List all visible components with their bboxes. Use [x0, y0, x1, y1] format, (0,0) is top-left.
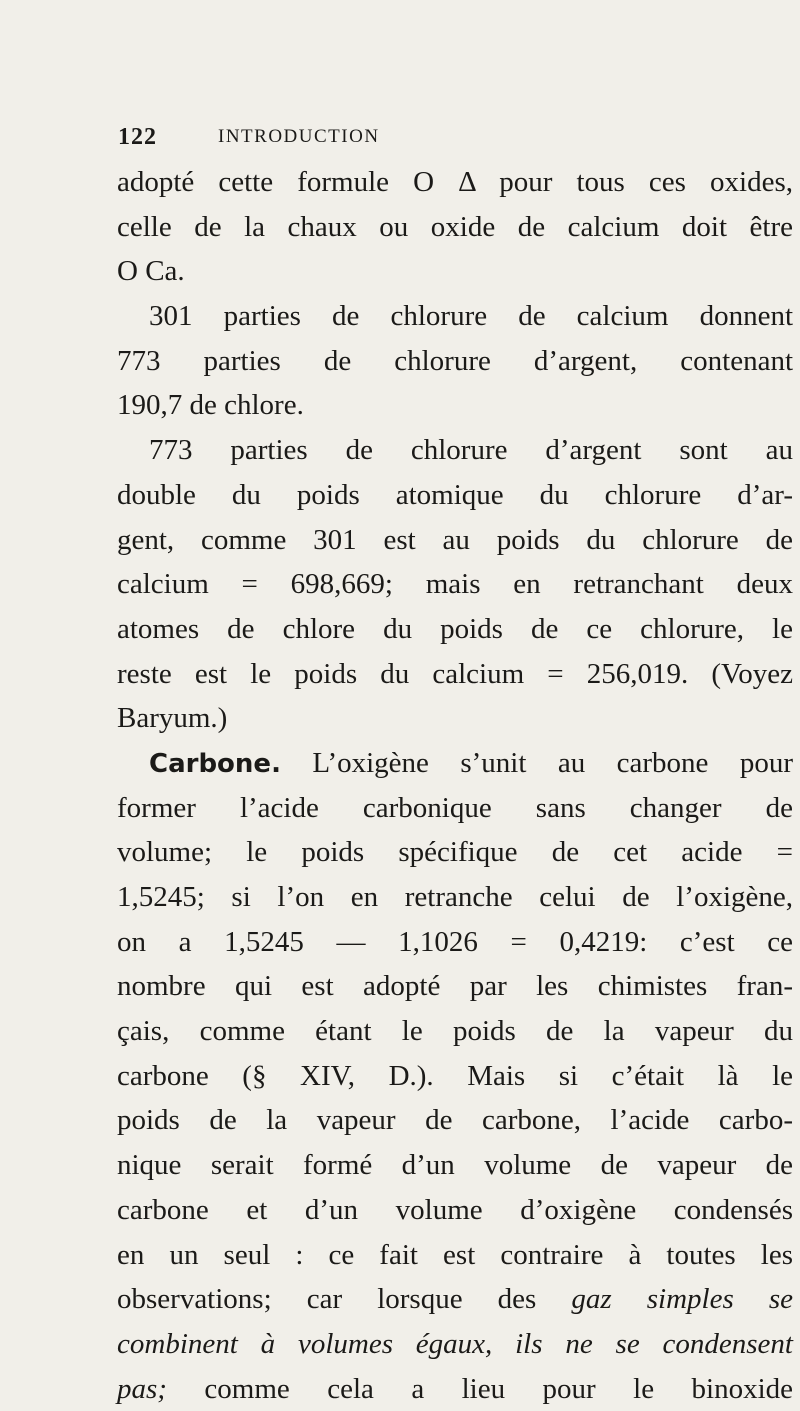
text-line: çais, comme étant le poids de la vapeur du: [117, 1015, 793, 1048]
text-line: former l’acide carbonique sans changer de: [117, 791, 793, 824]
text-line: nombre qui est adopté par les chimistes fran-: [117, 970, 793, 1003]
text-line: poids de la vapeur de carbone, l’acide carbo-: [117, 1104, 793, 1137]
text-line: [117, 1277, 793, 1322]
text-line: carbone (§ XIV, D.). Mais si c’était là le: [117, 1059, 793, 1092]
text-line: 773 parties de chlorure d’argent, contenant: [117, 344, 793, 377]
text-line: [117, 428, 793, 473]
page-number: 122: [118, 124, 157, 150]
text-line: [117, 1367, 793, 1411]
running-head: [118, 124, 778, 154]
section-heading-carbone: Carbone.: [149, 748, 281, 779]
section-first-line: [117, 741, 793, 786]
text-line: gent, comme 301 est au poids du chlorure de: [117, 523, 793, 556]
text-line: nique serait formé d’un volume de vapeur de: [117, 1149, 793, 1182]
text-line: adopté cette formule O Δ pour tous ces oxides,: [117, 166, 793, 198]
italic-text: pas;: [117, 1372, 167, 1405]
text-line: atomes de chlore du poids de ce chlorure, le: [117, 612, 793, 645]
text-line: carbone et d’un volume d’oxigène condensés: [117, 1193, 793, 1226]
text-line-content: 773 parties de chlorure d’argent sont au: [149, 434, 793, 467]
text-line: volume; le poids spécifique de cet acide =: [117, 836, 793, 869]
italic-text: combinent à volumes égaux, ils ne se condensent: [117, 1327, 793, 1360]
text-line-content: L’oxigène s’unit au carbone pour: [312, 746, 793, 779]
text-line: celle de la chaux ou oxide de calcium doit être: [117, 210, 793, 243]
text-line: [117, 294, 793, 339]
text-line: [117, 1322, 793, 1367]
text-line: Baryum.): [117, 702, 228, 735]
text-line: 190,7 de chlore.: [117, 389, 304, 422]
text-line: double du poids atomique du chlorure d’ar-: [117, 478, 793, 511]
text-line: 1,5245; si l’on en retranche celui de l’oxigène,: [117, 881, 793, 913]
body-text: [117, 160, 793, 1411]
text-line: reste est le poids du calcium = 256,019. (Voyez: [117, 657, 793, 690]
text-line-content: observations; car lorsque des: [117, 1283, 537, 1316]
running-head-title: INTRODUCTION: [218, 126, 380, 147]
text-line: calcium = 698,669; mais en retranchant deux: [117, 568, 793, 601]
text-line: on a 1,5245 — 1,1026 = 0,4219: c’est ce: [117, 925, 793, 958]
text-line-content: comme cela a lieu pour le binoxide: [204, 1372, 794, 1405]
italic-text: gaz simples se: [571, 1283, 793, 1316]
text-line-content: 301 parties de chlorure de calcium donnent: [149, 300, 793, 333]
text-line: O Ca.: [117, 255, 185, 288]
text-line: en un seul : ce fait est contraire à toutes les: [117, 1238, 793, 1271]
